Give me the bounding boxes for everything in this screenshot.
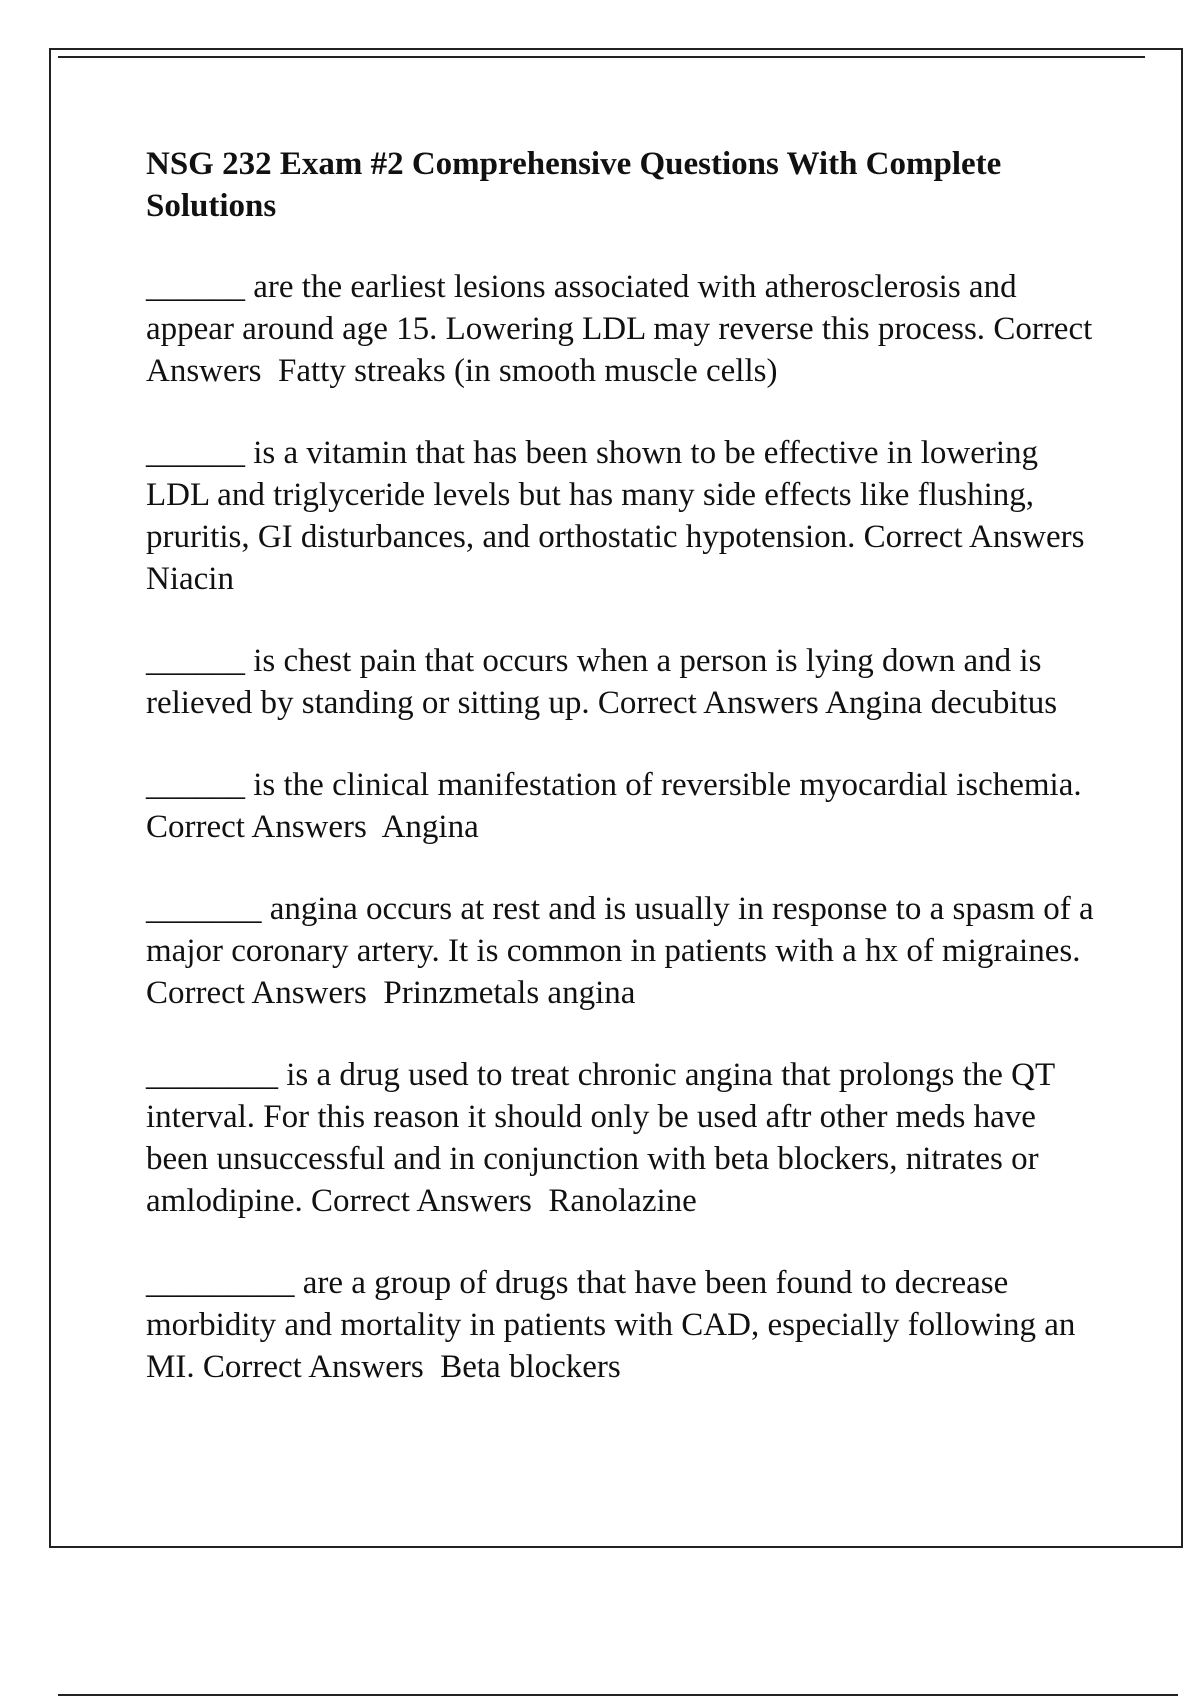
answer-label: Correct Answers	[146, 975, 367, 1011]
qa-item	[146, 764, 1106, 848]
question-text: _______ angina occurs at rest and is usually in response to a spasm of a major coronary artery. It is common in patients with a hx of migraines.	[146, 891, 1094, 969]
answer-text: Angina	[381, 809, 479, 845]
answer-text: Ranolazine	[548, 1183, 697, 1219]
answer-label: Correct Answers	[310, 1183, 532, 1219]
qa-item	[146, 266, 1106, 392]
question-text: ______ are the earliest lesions associated with atherosclerosis and appear around age 15. Lowering LDL may reverse this process.	[146, 269, 1017, 347]
question-text: ______ is chest pain that occurs when a person is lying down and is relieved by standing or sitting up.	[146, 643, 1042, 721]
answer-text: Angina decubitus	[825, 685, 1058, 721]
question-text: ______ is the clinical manifestation of reversible myocardial ischemia.	[146, 767, 1082, 803]
qa-item	[146, 1054, 1106, 1222]
bottom-rule	[58, 1694, 1178, 1696]
question-text: ______ is a vitamin that has been shown to be effective in lowering LDL and triglyceride levels but has many side effects like flushing, pruritis, GI disturbances, and orthostatic hypotension.	[146, 435, 1039, 555]
answer-label: Correct Answers	[146, 311, 1093, 389]
answer-label: Correct Answers	[597, 685, 819, 721]
answer-text: Fatty streaks (in smooth muscle cells)	[277, 353, 778, 389]
answer-label: Correct Answers	[863, 519, 1085, 555]
question-text: _________ are a group of drugs that have been found to decrease morbidity and mortality in patients with CAD, especially following an MI.	[146, 1265, 1076, 1385]
answer-text: Niacin	[146, 561, 234, 597]
answer-label: Correct Answers	[146, 809, 367, 845]
qa-item	[146, 432, 1106, 600]
document-body	[146, 143, 1106, 1428]
top-rule	[58, 56, 1145, 58]
answer-text: Beta blockers	[440, 1349, 621, 1385]
question-text: ________ is a drug used to treat chronic angina that prolongs the QT interval. For this reason it should only be used aftr other meds have been unsuccessful and in conjunction with beta blockers, nitrates or amlodipine.	[146, 1057, 1055, 1219]
answer-text: Prinzmetals angina	[383, 975, 636, 1011]
qa-item	[146, 640, 1106, 724]
document-title: NSG 232 Exam #2 Comprehensive Questions With Complete Solutions	[146, 146, 1002, 224]
qa-item	[146, 1262, 1106, 1388]
answer-label: Correct Answers	[202, 1349, 424, 1385]
qa-item	[146, 888, 1106, 1014]
